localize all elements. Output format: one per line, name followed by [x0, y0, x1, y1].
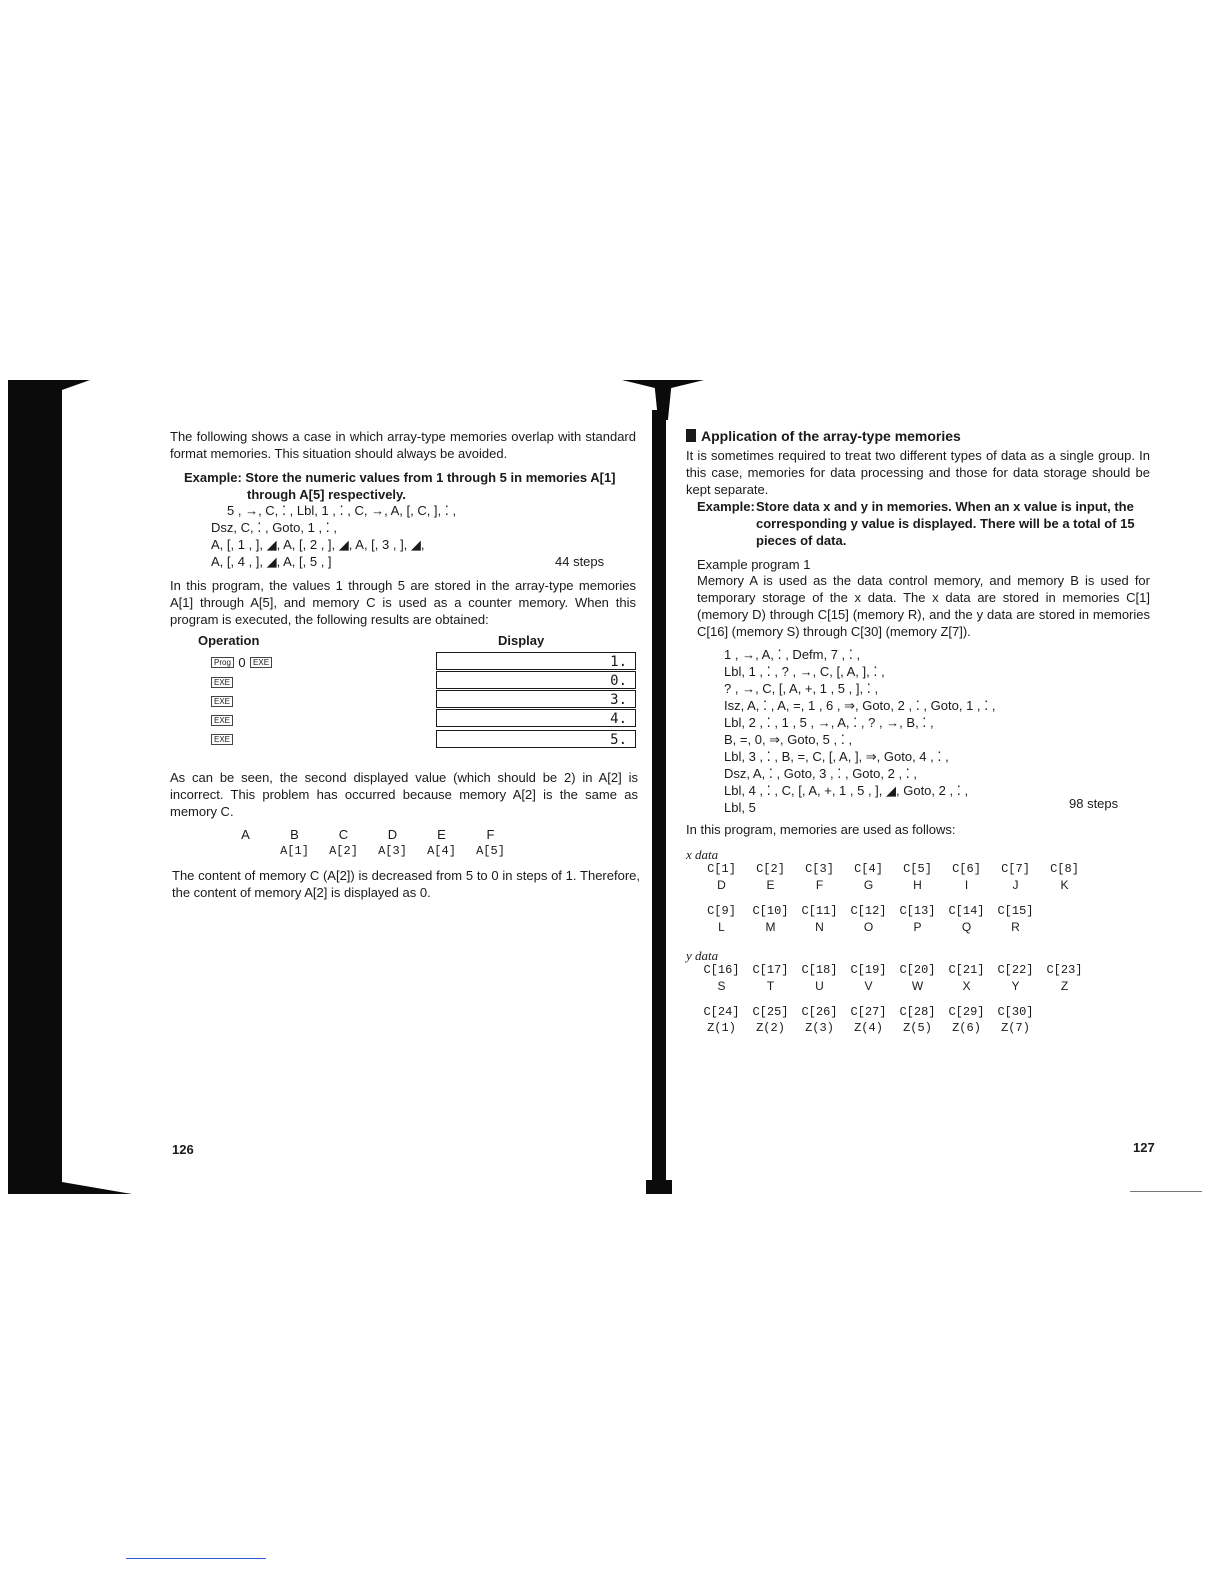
memory-letter: M	[765, 920, 776, 934]
operation-row	[211, 674, 233, 692]
right-example	[697, 498, 1150, 549]
memory-letter: G	[863, 878, 874, 892]
memory-cell: C[16]	[703, 963, 740, 977]
memory-letter: B	[290, 827, 299, 842]
right-program-line: B, =, 0, ⇒, Goto, 5 , ⁚ ,	[724, 732, 853, 747]
page-edge-rule	[1130, 1191, 1202, 1192]
y-data-label: y data	[686, 948, 719, 963]
memory-letter: A	[241, 827, 250, 842]
display-box: 1.	[436, 652, 636, 670]
memory-letter: Z(5)	[903, 1021, 932, 1035]
left-conclusion: The content of memory C (A[2]) is decreased from 5 to 0 in steps of 1. Therefore, the content of memory A[2] is displayed as 0.	[172, 868, 640, 900]
memory-intro: In this program, memories are used as follows:	[686, 822, 956, 837]
memory-letter: Z(3)	[805, 1021, 834, 1035]
memory-cell: C[24]	[703, 1005, 740, 1019]
section-heading	[686, 428, 961, 444]
memory-letter: Z(1)	[707, 1021, 736, 1035]
right-program-line: Dsz, A, ⁚ , Goto, 3 , ⁚ , Goto, 2 , ⁚ ,	[724, 766, 918, 781]
array-name: A[5]	[476, 844, 505, 858]
left-example	[184, 469, 636, 503]
memory-cell: C[9]	[707, 904, 736, 918]
memory-letter: J	[1012, 878, 1019, 892]
heading-square-icon	[686, 429, 696, 442]
memory-letter: E	[437, 827, 446, 842]
memory-letter: I	[964, 878, 969, 892]
array-name: A[1]	[280, 844, 309, 858]
memory-cell: C[4]	[854, 862, 883, 876]
memory-letter: Z(4)	[854, 1021, 883, 1035]
x-row-1	[697, 861, 1089, 878]
memory-letter: T	[766, 979, 775, 993]
memory-letter: K	[1060, 878, 1069, 892]
scan-shadow-left-bottom	[62, 1182, 132, 1194]
display-header: Display	[498, 633, 545, 648]
exe-key: EXE	[211, 715, 233, 726]
right-program	[724, 646, 1144, 816]
memory-letter: Z(6)	[952, 1021, 981, 1035]
left-example-text: Example: Store the numeric values from 1 through 5 in memories A[1] through A[5] respectively.	[184, 470, 616, 502]
memory-cell: C[6]	[952, 862, 981, 876]
section-heading-text: Application of the array-type memories	[701, 428, 961, 444]
right-program-line: Lbl, 5	[724, 800, 756, 815]
right-program-line: Lbl, 3 , ⁚ , B, =, C, [, A, ], ⇒, Goto, 4 , ⁚ ,	[724, 749, 949, 764]
page-number-right: 127	[1133, 1140, 1155, 1155]
memory-cell: C[1]	[707, 862, 736, 876]
example-label: Example:	[697, 499, 755, 514]
memory-letter: R	[1011, 920, 1020, 934]
operation-row	[211, 654, 272, 672]
memory-cell: C[7]	[1001, 862, 1030, 876]
scan-shadow-left	[8, 380, 62, 1194]
right-program-line: Lbl, 2 , ⁚ , 1 , 5 , →, A, ⁚ , ? , →, B, ⁚ ,	[724, 715, 934, 730]
memory-cell: C[13]	[899, 904, 936, 918]
memory-cell: C[3]	[805, 862, 834, 876]
left-program-line: Dsz, C, ⁚ , Goto, 1 , ⁚ ,	[211, 520, 338, 535]
book-spine-foot	[646, 1180, 672, 1194]
display-box: 4.	[436, 709, 636, 727]
memory-letter: Q	[961, 920, 972, 934]
memory-cell: C[21]	[948, 963, 985, 977]
memory-letter: U	[815, 979, 824, 993]
book-spine	[652, 410, 666, 1194]
memory-letter: P	[913, 920, 922, 934]
memory-cell: C[14]	[948, 904, 985, 918]
x-data-label: x data	[686, 847, 719, 862]
memory-letter: Z	[1060, 979, 1069, 993]
memory-letter: X	[962, 979, 971, 993]
x-row-1-letters	[697, 877, 1089, 894]
memory-cell: C[8]	[1050, 862, 1079, 876]
memory-letter: Y	[1011, 979, 1020, 993]
memory-letter: O	[863, 920, 874, 934]
right-program-line: Lbl, 4 , ⁚ , C, [, A, +, 1 , 5 , ], ◢, Goto, 2 , ⁚ ,	[724, 783, 969, 798]
memory-cell: C[19]	[850, 963, 887, 977]
memory-letter: F	[815, 878, 824, 892]
memory-letter: D	[717, 878, 726, 892]
exe-key: EXE	[211, 734, 233, 745]
exe-key: EXE	[250, 657, 272, 668]
memory-cell: C[25]	[752, 1005, 789, 1019]
memory-letter: Z(2)	[756, 1021, 785, 1035]
array-name: A[4]	[427, 844, 456, 858]
display-box: 5.	[436, 730, 636, 748]
right-intro: It is sometimes required to treat two different types of data as a single group. In this case, memories for data processing and those for data storage should be kept separate.	[686, 448, 1150, 497]
exe-key: EXE	[211, 696, 233, 707]
memory-letter: Z(7)	[1001, 1021, 1030, 1035]
digit-key: 0	[238, 655, 246, 670]
memory-cell: C[18]	[801, 963, 838, 977]
memory-cell: C[29]	[948, 1005, 985, 1019]
operation-row	[211, 712, 233, 730]
operation-header: Operation	[198, 633, 260, 648]
left-explain: In this program, the values 1 through 5 are stored in the array-type memories A[1] through A[5], and memory C is used as a counter memory. When this program is executed, the following results are obtained:	[170, 578, 636, 627]
memory-cell: C[30]	[997, 1005, 1034, 1019]
array-name: A[2]	[329, 844, 358, 858]
display-box: 0.	[436, 671, 636, 689]
memory-cell: C[23]	[1046, 963, 1083, 977]
display-box: 3.	[436, 690, 636, 708]
operation-row	[211, 731, 233, 749]
page-number-left: 126	[172, 1142, 194, 1157]
memory-cell: C[12]	[850, 904, 887, 918]
scan-shadow-left-top	[62, 380, 90, 390]
memory-letter: N	[815, 920, 824, 934]
bottom-rule	[126, 1558, 266, 1559]
memory-letter: V	[864, 979, 873, 993]
right-steps: 98 steps	[1069, 796, 1119, 811]
memory-letter: C	[338, 827, 349, 842]
memory-cell: C[17]	[752, 963, 789, 977]
right-program-line: Isz, A, ⁚ , A, =, 1 , 6 , ⇒, Goto, 2 , ⁚ , Goto, 1 , ⁚ ,	[724, 698, 996, 713]
memory-cell: C[2]	[756, 862, 785, 876]
memory-cell: C[22]	[997, 963, 1034, 977]
memory-letter: L	[718, 920, 725, 934]
x-row-2-letters	[697, 919, 1040, 936]
memory-cell: C[10]	[752, 904, 789, 918]
y-row-2-letters	[697, 1020, 1040, 1037]
array-names	[270, 843, 530, 860]
y-row-2	[697, 1004, 1040, 1021]
example-text: Store data x and y in memories. When an x value is input, the corresponding y value is displayed. There will be a total of 15 pieces of data.	[756, 499, 1135, 548]
left-steps: 44 steps	[555, 554, 605, 569]
left-intro: The following shows a case in which array-type memories overlap with standard format memories. This situation should always be avoided.	[170, 429, 636, 461]
memory-cell: C[28]	[899, 1005, 936, 1019]
memory-cell: C[15]	[997, 904, 1034, 918]
array-name: A[3]	[378, 844, 407, 858]
left-after: As can be seen, the second displayed value (which should be 2) in A[2] is incorrect. This problem has occurred because memory A[2] is the same as memory C.	[170, 770, 638, 819]
y-row-1-letters	[697, 978, 1089, 995]
right-program-line: 1 , →, A, ⁚ , Defm, 7 , ⁚ ,	[724, 647, 861, 662]
operation-row	[211, 693, 233, 711]
memory-cell: C[5]	[903, 862, 932, 876]
memory-cell: C[26]	[801, 1005, 838, 1019]
right-program-line: ? , →, C, [, A, +, 1 , 5 , ], ⁚ ,	[724, 681, 879, 696]
right-program-line: Lbl, 1 , ⁚ , ? , →, C, [, A, ], ⁚ ,	[724, 664, 885, 679]
memory-letter: W	[911, 979, 924, 993]
memory-letter: E	[766, 878, 775, 892]
exe-key: EXE	[211, 677, 233, 688]
memory-cell: C[11]	[801, 904, 838, 918]
left-program-line: A, [, 4 , ], ◢, A, [, 5 , ]	[211, 554, 332, 569]
x-row-2	[697, 903, 1040, 920]
memory-letter: H	[913, 878, 922, 892]
left-program-line: A, [, 1 , ], ◢, A, [, 2 , ], ◢, A, [, 3 , ], ◢,	[211, 537, 425, 552]
left-program-line: 5 , →, C, ⁚ , Lbl, 1 , ⁚ , C, →, A, [, C, ], ⁚ ,	[227, 503, 457, 518]
y-row-1	[697, 962, 1089, 979]
memory-letter: F	[486, 827, 495, 842]
memory-cell: C[27]	[850, 1005, 887, 1019]
program-title: Example program 1	[697, 557, 811, 572]
program-desc: Memory A is used as the data control memory, and memory B is used for temporary storage of the x data. The x data are stored in memories C[1] (memory D) through C[15] (memory R), and the y data are stored in memories C[16] (memory S) through C[30] (memory Z[7]).	[697, 573, 1150, 639]
memory-letters	[221, 826, 521, 843]
prog-key: Prog	[211, 657, 234, 668]
memory-letter: S	[717, 979, 726, 993]
memory-cell: C[20]	[899, 963, 936, 977]
memory-letter: D	[387, 827, 398, 842]
